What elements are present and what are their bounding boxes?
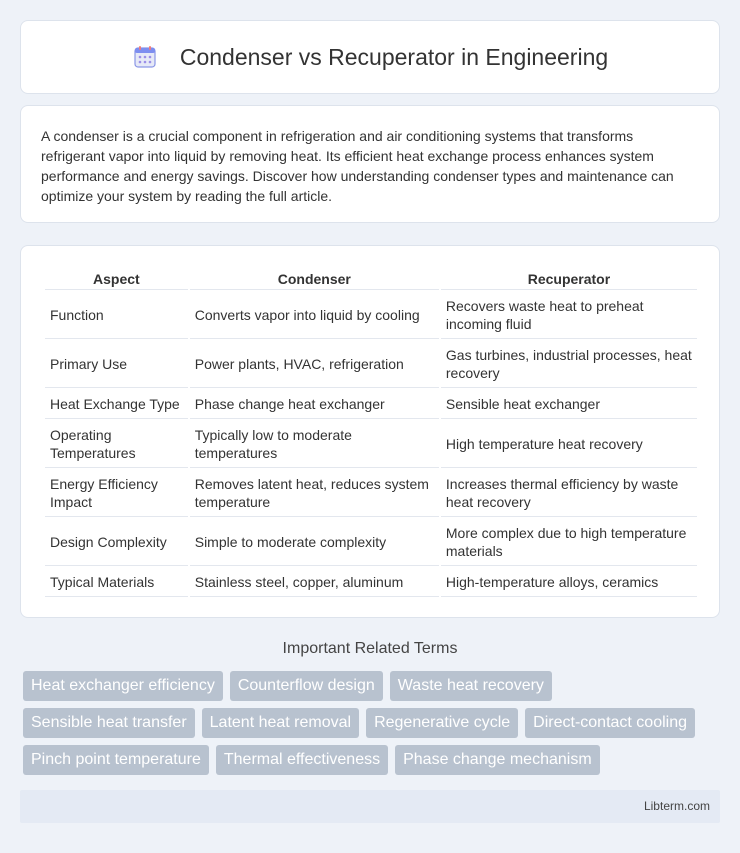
table-row: [45, 568, 697, 597]
header-condenser: Condenser: [190, 268, 439, 290]
table-cell: More complex due to high temperature materials: [441, 519, 697, 566]
related-term-tag[interactable]: Pinch point temperature: [23, 745, 209, 775]
header-card: [20, 20, 720, 94]
table-row: [45, 292, 697, 339]
table-cell: Simple to moderate complexity: [190, 519, 439, 566]
header-recuperator: Recuperator: [441, 268, 697, 290]
page-title: Condenser vs Recuperator in Engineering: [179, 43, 609, 70]
table-cell: Phase change heat exchanger: [190, 390, 439, 419]
related-term-tag[interactable]: Thermal effectiveness: [216, 745, 388, 775]
intro-card: [20, 105, 720, 223]
table-cell: High-temperature alloys, ceramics: [441, 568, 697, 597]
table-row: [45, 421, 697, 468]
related-terms-title: Important Related Terms: [282, 640, 458, 657]
table-cell: Power plants, HVAC, refrigeration: [190, 341, 439, 388]
table-cell: Typical Materials: [45, 568, 188, 597]
table-cell: Energy Efficiency Impact: [45, 470, 188, 517]
table-cell: Recovers waste heat to preheat incoming fluid: [441, 292, 697, 339]
related-term-tag[interactable]: Direct-contact cooling: [525, 708, 695, 738]
table-cell: Primary Use: [45, 341, 188, 388]
related-term-tag[interactable]: Latent heat removal: [202, 708, 359, 738]
table-cell: Removes latent heat, reduces system temperature: [190, 470, 439, 517]
table-cell: Design Complexity: [45, 519, 188, 566]
table-row: [45, 470, 697, 517]
intro-paragraph: A condenser is a crucial component in refrigeration and air conditioning systems that transforms refrigerant vapor into liquid by removing heat. Its efficient heat exchange process enhances system performance and energy savings. Discover how understanding condenser types and maintenance can optimize your system by reading the full article.: [41, 128, 674, 204]
table-row: [45, 341, 697, 388]
related-term-tag[interactable]: Waste heat recovery: [390, 671, 552, 701]
table-cell: Heat Exchange Type: [45, 390, 188, 419]
comparison-table: [43, 266, 699, 599]
table-cell: Stainless steel, copper, aluminum: [190, 568, 439, 597]
table-header-row: [45, 268, 697, 290]
table-row: [45, 390, 697, 419]
related-term-tag[interactable]: Sensible heat transfer: [23, 708, 195, 738]
comparison-table-card: [20, 245, 720, 618]
header-aspect: Aspect: [45, 268, 188, 290]
table-cell: Sensible heat exchanger: [441, 390, 697, 419]
table-cell: Typically low to moderate temperatures: [190, 421, 439, 468]
related-term-tag[interactable]: Phase change mechanism: [395, 745, 600, 775]
footer: [20, 790, 720, 823]
table-cell: Converts vapor into liquid by cooling: [190, 292, 439, 339]
table-cell: Gas turbines, industrial processes, heat recovery: [441, 341, 697, 388]
related-terms-list: [23, 671, 723, 775]
footer-site-link[interactable]: Libterm.com: [643, 799, 710, 813]
calendar-grid-icon: [132, 44, 158, 70]
related-term-tag[interactable]: Regenerative cycle: [366, 708, 518, 738]
table-cell: Increases thermal efficiency by waste heat recovery: [441, 470, 697, 517]
related-term-tag[interactable]: Heat exchanger efficiency: [23, 671, 223, 701]
table-cell: Function: [45, 292, 188, 339]
table-cell: High temperature heat recovery: [441, 421, 697, 468]
table-row: [45, 519, 697, 566]
related-term-tag[interactable]: Counterflow design: [230, 671, 383, 701]
table-cell: Operating Temperatures: [45, 421, 188, 468]
